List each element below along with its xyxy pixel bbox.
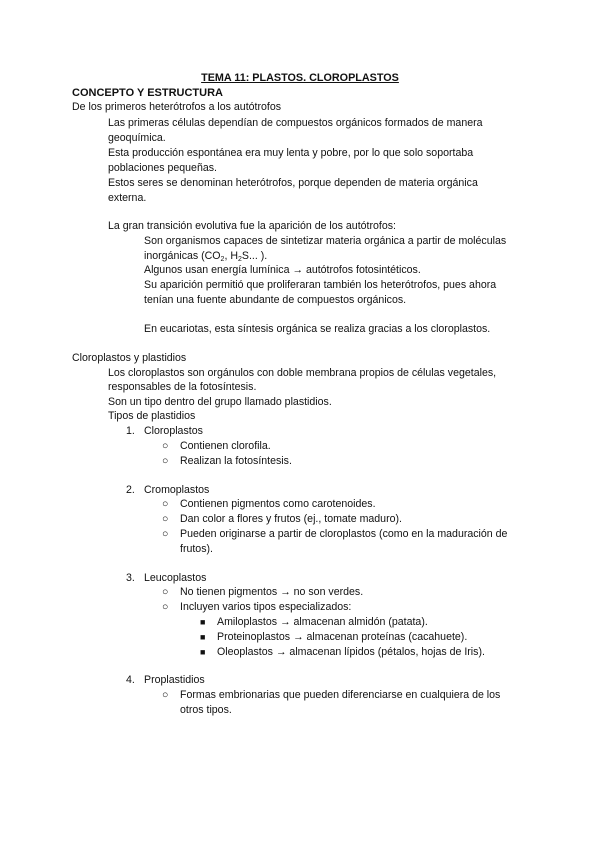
list-number: 2. <box>126 484 135 496</box>
list-item: Dan color a flores y frutos (ej., tomate maduro). <box>180 513 402 525</box>
bullet-circle-icon: ○ <box>162 498 169 510</box>
bullet-circle-icon: ○ <box>162 455 169 467</box>
list-item: Incluyen varios tipos especializados: <box>180 601 352 613</box>
bullet-square-icon: ■ <box>200 647 206 657</box>
list-item: Proteinoplastos → almacenan proteínas (cacahuete). <box>217 631 468 643</box>
list-number: 4. <box>126 674 135 686</box>
paragraph-line: poblaciones pequeñas. <box>108 162 217 174</box>
list-item: Formas embrionarias que pueden diferenciarse en cualquiera de los <box>180 689 501 701</box>
subsection-title: De los primeros heterótrofos a los autótrofos <box>72 101 282 113</box>
paragraph-line: Su aparición permitió que proliferaran también los heterótrofos, pues ahora <box>144 279 497 291</box>
paragraph-line: Son organismos capaces de sintetizar materia orgánica a partir de moléculas <box>144 235 507 247</box>
bullet-circle-icon: ○ <box>162 513 169 525</box>
paragraph-line: En eucariotas, esta síntesis orgánica se realiza gracias a los cloroplastos. <box>144 323 491 335</box>
bullet-circle-icon: ○ <box>162 586 169 598</box>
bullet-circle-icon: ○ <box>162 601 169 613</box>
list-item-title: Proplastidios <box>144 674 205 686</box>
bullet-circle-icon: ○ <box>162 689 169 701</box>
list-item-continuation: frutos). <box>180 543 213 555</box>
bullet-square-icon: ■ <box>200 632 206 642</box>
list-item: Contienen clorofila. <box>180 440 271 452</box>
formula-line: inorgánicas ($CO_2$, $H_2S$... ). <box>144 250 268 263</box>
section-heading: CONCEPTO Y ESTRUCTURA <box>72 87 223 99</box>
paragraph-line: Esta producción espontánea era muy lenta y pobre, por lo que solo soportaba <box>108 147 474 159</box>
paragraph-line: Algunos usan energía lumínica → autótrofos fotosintéticos. <box>144 264 421 276</box>
paragraph-line: Estos seres se denominan heterótrofos, porque dependen de materia orgánica <box>108 177 478 189</box>
paragraph-line: La gran transición evolutiva fue la aparición de los autótrofos: <box>108 220 396 232</box>
list-item-title: Leucoplastos <box>144 572 207 584</box>
bullet-circle-icon: ○ <box>162 440 169 452</box>
bullet-square-icon: ■ <box>200 617 206 627</box>
paragraph-line: responsables de la fotosíntesis. <box>108 381 257 393</box>
paragraph-line: geoquímica. <box>108 132 166 144</box>
paragraph-line: Son un tipo dentro del grupo llamado plastidios. <box>108 396 332 408</box>
paragraph-line: Los cloroplastos son orgánulos con doble membrana propios de células vegetales, <box>108 367 497 379</box>
paragraph-line: externa. <box>108 192 147 204</box>
list-item: Pueden originarse a partir de cloroplastos (como en la maduración de <box>180 528 508 540</box>
list-item: Realizan la fotosíntesis. <box>180 455 292 467</box>
bullet-circle-icon: ○ <box>162 528 169 540</box>
list-number: 3. <box>126 572 135 584</box>
list-item: Amiloplastos → almacenan almidón (patata). <box>217 616 428 628</box>
list-item: Contienen pigmentos como carotenoides. <box>180 498 376 510</box>
subsection-title: Cloroplastos y plastidios <box>72 352 187 364</box>
page-title: TEMA 11: PLASTOS. CLOROPLASTOS <box>201 72 399 84</box>
list-item-continuation: otros tipos. <box>180 704 232 716</box>
list-item-title: Cloroplastos <box>144 425 203 437</box>
paragraph-line: Tipos de plastidios <box>108 410 196 422</box>
paragraph-line: Las primeras células dependían de compuestos orgánicos formados de manera <box>108 117 483 129</box>
list-item: Oleoplastos → almacenan lípidos (pétalos, hojas de Iris). <box>217 646 485 658</box>
list-item-title: Cromoplastos <box>144 484 210 496</box>
list-number: 1. <box>126 425 135 437</box>
paragraph-line: tenían una fuente abundante de compuestos orgánicos. <box>144 294 407 306</box>
list-item: No tienen pigmentos → no son verdes. <box>180 586 364 598</box>
